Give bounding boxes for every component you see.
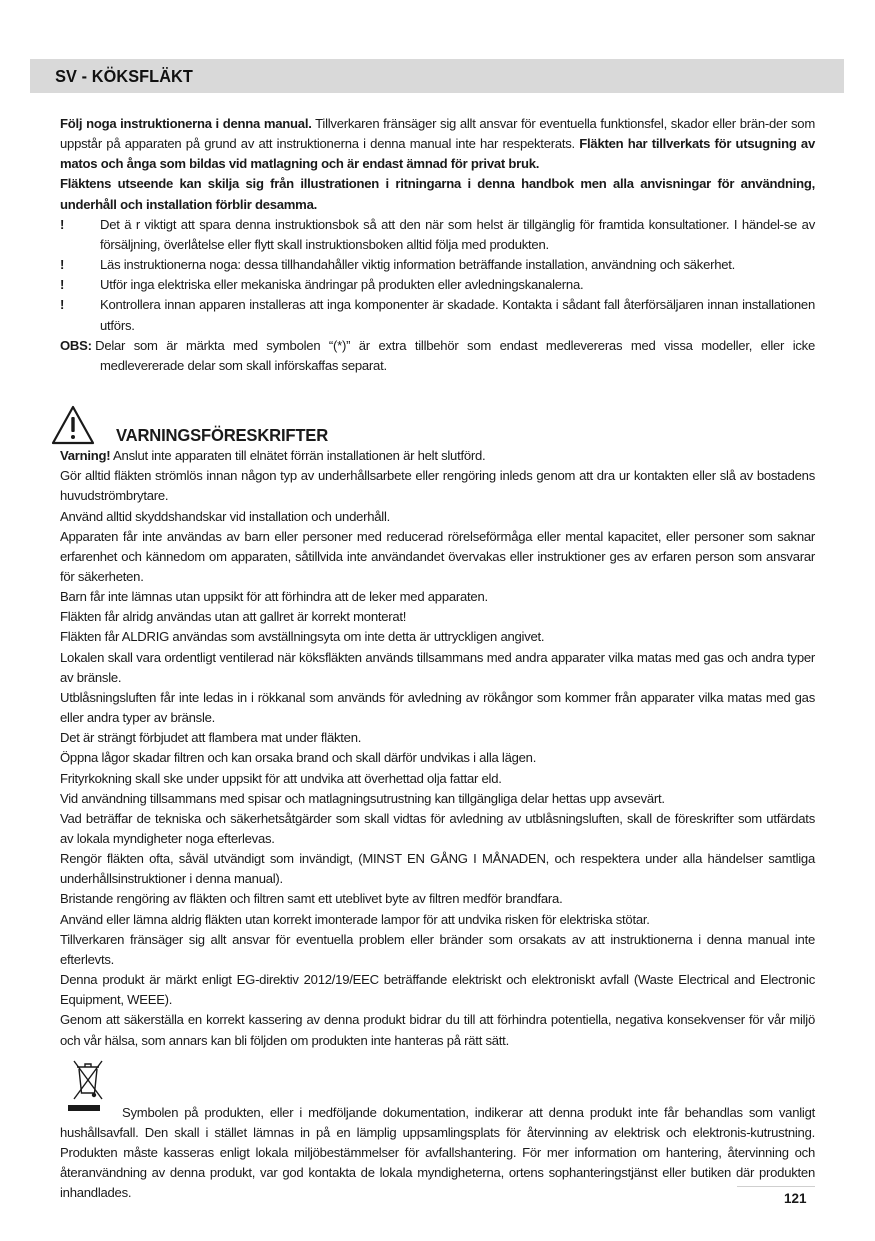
weee-text: Symbolen på produkten, eller i medföljande dokumentation, indikerar att denna produkt inte får behandlas som vanligt hushållsavfall. Den skall i stället lämnas in på en lämplig uppsamlingsplats för återvinning av elektrisk och elektronis-kutrustning. Produkten måste kasseras enligt lokala miljöbestämmelser för avfallshantering. För mer information om hantering, återvinning och återanvändning av denna produkt, var god kontakta de lokala myndigheterna, ortens sophanteringstjänst eller butiken där produkten inhandlades. — [60, 1104, 815, 1201]
warning-triangle-icon — [50, 404, 96, 446]
obs-text: Delar som är märkta med symbolen “(*)” är extra tillbehör som endast medlevereras med vissa modeller, eller icke — [95, 337, 815, 353]
warnings-list — [60, 466, 815, 1051]
exclamation-mark: ! — [60, 216, 65, 232]
obs-label: OBS: — [60, 337, 92, 353]
warning-paragraph: Använd alltid skyddshandskar vid installation och underhåll. — [60, 508, 391, 524]
warning-paragraph: Vad beträffar de tekniska och säkerhetsåtgärder som skall vidtas för avledning av utblåsningsluften, skall de föreskrifter som utfärdats av lokala myndigheter noga efterlevas. — [60, 810, 815, 846]
obs-text-continued: medlevererade delar som skall införskaffas separat. — [100, 357, 387, 373]
caution-item — [60, 215, 815, 255]
page-title: SV - KÖKSFLÄKT — [55, 66, 193, 86]
warnings-heading — [60, 394, 815, 446]
intro-paragraph-1 — [60, 114, 815, 174]
warning-paragraph: Rengör fläkten ofta, såväl utvändigt som invändigt, (MINST EN GÅNG I MÅNADEN, och respektera under alla händelser samtliga underhållsinstruktioner i denna manual). — [60, 851, 815, 887]
caution-text: Kontrollera innan apparen installeras att inga komponenter är skadade. Kontakta i sådant fall återförsäljaren innan installationen utförs. — [100, 297, 815, 333]
warning-paragraph: Det är strängt förbjudet att flambera mat under fläkten. — [60, 730, 362, 746]
caution-text: Utför inga elektriska eller mekaniska ändringar på produkten eller avledningskanalerna. — [100, 277, 584, 293]
page-number: 121 — [784, 1191, 807, 1206]
intro-text: Tillverkaren fränsäger sig allt ansvar för eventuella funktionsfel, skador eller brän-der som uppstår på apparaten på grund av att instruktionerna i denna manual inte har respekterats. — [60, 116, 815, 152]
warning-paragraph: Fläkten får ALDRIG användas som avställningsyta om inte detta är uttryckligen angivet. — [60, 629, 545, 645]
intro-purpose-bold: Fläkten har tillverkats för utsugning av matos och ånga som bildas vid matlagning och är endast ämnad för privat bruk. — [60, 136, 815, 172]
exclamation-mark: ! — [60, 297, 65, 313]
warning-label: Varning! — [60, 448, 111, 464]
warning-paragraph: Denna produkt är märkt enligt EG-direktiv 2012/19/EEC beträffande elektriskt och elektroniskt avfall (Waste Electrical and Electronic Equipment, WEEE). — [60, 972, 815, 1008]
exclamation-mark: ! — [60, 257, 65, 273]
warning-paragraph: Genom att säkerställa en korrekt kassering av denna produkt bidrar du till att förhindra potentiella, negativa konsekvenser för vår miljö och vår hälsa, som annars kan bli följden om produkten inte hanteras på rätt sätt. — [60, 1012, 815, 1048]
obs-note — [60, 336, 815, 356]
warning-paragraph: Utblåsningsluften får inte ledas in i rökkanal som används för avledning av rökångor som kommer från apparater vilka matas med gas eller andra typer av bränsle. — [60, 689, 815, 726]
intro-appearance-bold: Fläktens utseende kan skilja sig från illustrationen i ritningarna i denna handbok men alla anvisningar för användning, underhåll och installation förblir desamma. — [60, 176, 815, 212]
section-header-bar — [30, 59, 844, 93]
warning-paragraph: Vid användning tillsammans med spisar och matlagningsutrustning kan tillgängliga delar hettas upp avsevärt. — [60, 790, 665, 806]
warning-paragraph: Bristande rengöring av fläkten och filtren samt ett uteblivet byte av filtren medför brandfara. — [60, 891, 563, 907]
warning-first — [60, 446, 815, 466]
warnings-title: VARNINGSFÖRESKRIFTER — [116, 425, 329, 446]
intro-paragraph-2 — [60, 174, 815, 214]
weee-bar — [68, 1105, 100, 1111]
manual-content — [60, 114, 815, 1204]
warning-paragraph: Fläkten får alridg användas utan att gallret är korrekt monterat! — [60, 609, 407, 625]
warning-paragraph: Öppna lågor skadar filtren och kan orsaka brand och skall därför undvikas i alla lägen. — [60, 750, 537, 766]
footer-divider — [737, 1186, 815, 1187]
warning-paragraph: Apparaten får inte användas av barn eller personer med reducerad rörelseförmåga eller mental kapacitet, eller personer som saknar erfarenhet och kännedom om apparaten, såtillvida inte användandet övervakas eller instruktioner ges av erfaren person som ansvarar för säkerheten. — [60, 528, 815, 584]
intro-lead-bold: Följ noga instruktionerna i denna manual. — [60, 116, 312, 131]
caution-list — [60, 215, 815, 336]
crossed-out-wheelie-bin-icon — [68, 1057, 108, 1103]
caution-text: Läs instruktionerna noga: dessa tillhandahåller viktig information beträffande installation, användning och säkerhet. — [100, 257, 736, 273]
warning-paragraph: Barn får inte lämnas utan uppsikt för att förhindra att de leker med apparaten. — [60, 589, 488, 605]
caution-item — [60, 275, 815, 295]
warning-paragraph: Använd eller lämna aldrig fläkten utan korrekt imonterade lampor för att undvika risken för elektriska stötar. — [60, 911, 650, 927]
weee-section — [60, 1057, 815, 1204]
caution-item — [60, 295, 815, 335]
warning-paragraph: Lokalen skall vara ordentligt ventilerad när köksfläkten används tillsammans med andra apparater vilka matas med gas och andra typer av bränsle. — [60, 649, 815, 685]
caution-item — [60, 255, 815, 275]
warning-first-text: Anslut inte apparaten till elnätet förrän installationen är helt slutförd. — [110, 448, 486, 464]
warning-paragraph: Gör alltid fläkten strömlös innan någon typ av underhållsarbete eller rengöring inleds genom att dra ur kontakten eller slå av bostadens huvudströmbrytare. — [60, 468, 815, 504]
exclamation-mark: ! — [60, 277, 65, 293]
warning-paragraph: Tillverkaren fränsäger sig allt ansvar för eventuella problem eller bränder som orsakats av att instruktionerna i denna manual inte efterlevts. — [60, 931, 815, 967]
caution-text: Det ä r viktigt att spara denna instruktionsbok så att den när som helst är tillgänglig för framtida konsultationer. I händel-se av försäljning, överlåtelse eller flytt skall instruktionsboken alltid följa med produkten. — [100, 216, 815, 252]
warning-paragraph: Frityrkokning skall ske under uppsikt för att undvika att överhettad olja fattar eld. — [60, 770, 502, 786]
